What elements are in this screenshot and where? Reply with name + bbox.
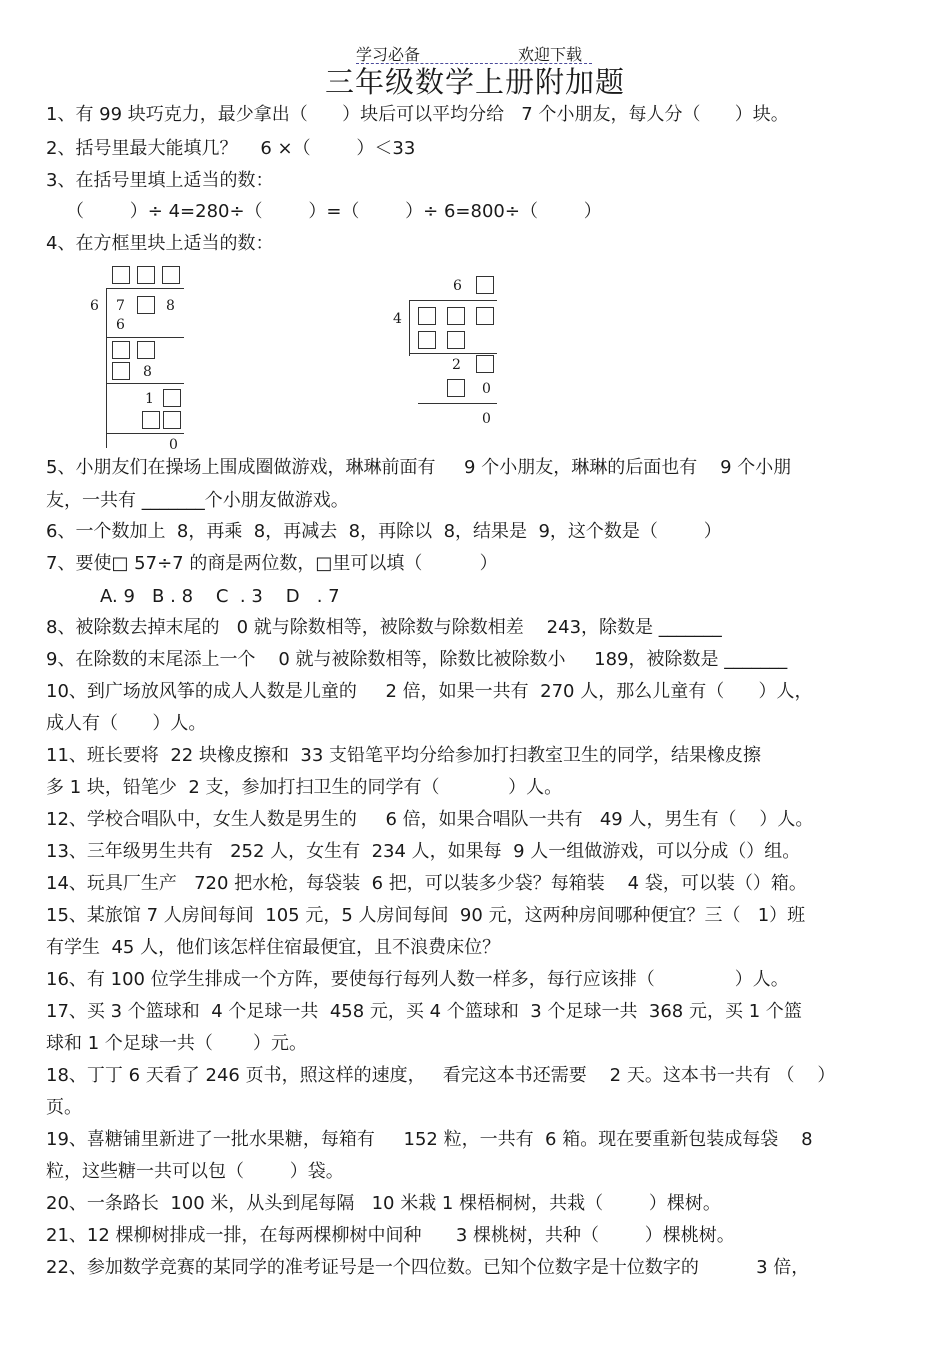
question-22: 22、参加数学竞赛的某同学的准考证号是一个四位数。已知个位数字是十位数字的 3 倍， bbox=[46, 1257, 810, 1278]
blank-box[interactable] bbox=[112, 362, 130, 380]
question-9: 9、在除数的末尾添上一个 0 就与被除数相等，除数比被除数小 189，被除数是 _______ bbox=[46, 649, 788, 670]
step-digit: 0 bbox=[482, 381, 491, 397]
step-digit: 2 bbox=[452, 357, 461, 373]
question-3: 3、在括号里填上适当的数： bbox=[46, 170, 274, 191]
division-bar bbox=[106, 288, 184, 289]
dividend-digit: 7 bbox=[116, 298, 125, 314]
header-left-text: 学习必备 bbox=[356, 45, 421, 64]
subtraction-line bbox=[418, 403, 497, 404]
quotient-digit: 6 bbox=[453, 278, 462, 294]
question-15: 15、某旅馆 7 人房间每间 105 元，5 人房间每间 90 元，这两种房间哪种便宜？三（ 1）班 bbox=[46, 905, 806, 926]
blank-box[interactable] bbox=[137, 266, 155, 284]
blank-box[interactable] bbox=[476, 355, 494, 373]
question-16: 16、有 100 位学生排成一个方阵，要使每行每列人数一样多，每行应该排（ ）人。 bbox=[46, 969, 789, 990]
blank-box[interactable] bbox=[447, 331, 465, 349]
dividend-digit: 8 bbox=[166, 298, 175, 314]
question-10-cont: 成人有（ ）人。 bbox=[46, 713, 207, 734]
question-8: 8、被除数去掉末尾的 0 就与除数相等，被除数与除数相差 243，除数是 _______ bbox=[46, 617, 722, 638]
question-5-cont: 友，一共有 _______个小朋友做游戏。 bbox=[46, 490, 349, 511]
header-right-text: 欢迎下载 bbox=[518, 45, 583, 64]
blank-box[interactable] bbox=[447, 379, 465, 397]
divisor-digit: 6 bbox=[90, 298, 99, 314]
step-digit: 1 bbox=[145, 391, 154, 407]
page-title: 三年级数学上册附加题 bbox=[324, 65, 625, 99]
blank-box[interactable] bbox=[137, 296, 155, 314]
question-15-cont: 有学生 45 人，他们该怎样住宿最便宜，且不浪费床位？ bbox=[46, 937, 501, 958]
division-bracket bbox=[409, 300, 410, 356]
blank-box[interactable] bbox=[163, 389, 181, 407]
step-digit: 6 bbox=[116, 317, 125, 333]
question-2: 2、括号里最大能填几？ 6 ×（ ）＜33 bbox=[46, 138, 416, 159]
question-19-cont: 粒，这些糖一共可以包（ ）袋。 bbox=[46, 1161, 344, 1182]
question-12: 12、学校合唱队中，女生人数是男生的 6 倍，如果合唱队一共有 49 人，男生有（ ）人。 bbox=[46, 809, 814, 830]
blank-box[interactable] bbox=[476, 276, 494, 294]
blank-box[interactable] bbox=[447, 307, 465, 325]
question-3-equation: （ ）÷ 4=280÷（ ）=（ ）÷ 6=800÷（ ） bbox=[66, 201, 602, 222]
question-5: 5、小朋友们在操场上围成圈做游戏，琳琳前面有 9 个小朋友，琳琳的后面也有 9 个小朋 bbox=[46, 457, 792, 478]
subtraction-line bbox=[106, 433, 184, 434]
subtraction-line bbox=[106, 383, 184, 384]
blank-box[interactable] bbox=[163, 411, 181, 429]
question-7: 7、要使□ 57÷7 的商是两位数，□里可以填（ ） bbox=[46, 553, 498, 574]
question-10: 10、到广场放风筝的成人人数是儿童的 2 倍，如果一共有 270 人，那么儿童有（ ）人， bbox=[46, 681, 813, 702]
division-bracket bbox=[106, 288, 107, 448]
blank-box[interactable] bbox=[112, 341, 130, 359]
question-13: 13、三年级男生共有 252 人，女生有 234 人，如果每 9 人一组做游戏，可以分成（）组。 bbox=[46, 841, 801, 862]
question-1: 1、有 99 块巧克力，最少拿出（ ）块后可以平均分给 7 个小朋友，每人分（ ）块。 bbox=[46, 104, 789, 125]
question-18: 18、丁丁 6 天看了 246 页书，照这样的速度， 看完这本书还需要 2 天。这本书一共有 （ ） bbox=[46, 1065, 836, 1086]
remainder-digit: 0 bbox=[482, 411, 491, 427]
divisor-digit: 4 bbox=[393, 311, 402, 327]
question-7-options: A. 9 B . 8 C . 3 D . 7 bbox=[100, 586, 340, 607]
question-6: 6、一个数加上 8，再乘 8，再减去 8，再除以 8，结果是 9，这个数是（ ） bbox=[46, 521, 722, 542]
blank-box[interactable] bbox=[476, 307, 494, 325]
question-17-cont: 球和 1 个足球一共（ ）元。 bbox=[46, 1033, 307, 1054]
blank-box[interactable] bbox=[112, 266, 130, 284]
blank-box[interactable] bbox=[418, 331, 436, 349]
blank-box[interactable] bbox=[137, 341, 155, 359]
subtraction-line bbox=[106, 337, 184, 338]
step-digit: 8 bbox=[143, 364, 152, 380]
question-18-cont: 页。 bbox=[46, 1097, 82, 1118]
division-bar bbox=[409, 300, 497, 301]
blank-box[interactable] bbox=[142, 411, 160, 429]
subtraction-line bbox=[409, 353, 497, 354]
question-20: 20、一条路长 100 米，从头到尾每隔 10 米栽 1 棵梧桐树，共栽（ ）棵树。 bbox=[46, 1193, 721, 1214]
question-11-cont: 多 1 块，铅笔少 2 支，参加打扫卫生的同学有（ ）人。 bbox=[46, 777, 563, 798]
remainder-digit: 0 bbox=[169, 437, 178, 453]
question-19: 19、喜糖铺里新进了一批水果糖，每箱有 152 粒，一共有 6 箱。现在要重新包装成每袋 8 bbox=[46, 1129, 813, 1150]
blank-box[interactable] bbox=[418, 307, 436, 325]
question-4: 4、在方框里块上适当的数： bbox=[46, 233, 274, 254]
question-17: 17、买 3 个篮球和 4 个足球一共 458 元，买 4 个篮球和 3 个足球一共 368 元，买 1 个篮 bbox=[46, 1001, 802, 1022]
question-11: 11、班长要将 22 块橡皮擦和 33 支铅笔平均分给参加打扫教室卫生的同学，结果橡皮擦 bbox=[46, 745, 762, 766]
question-21: 21、12 棵柳树排成一排，在每两棵柳树中间种 3 棵桃树，共种（ ）棵桃树。 bbox=[46, 1225, 735, 1246]
blank-box[interactable] bbox=[162, 266, 180, 284]
question-14: 14、玩具厂生产 720 把水枪，每袋装 6 把，可以装多少袋？每箱装 4 袋，可以装（）箱。 bbox=[46, 873, 807, 894]
